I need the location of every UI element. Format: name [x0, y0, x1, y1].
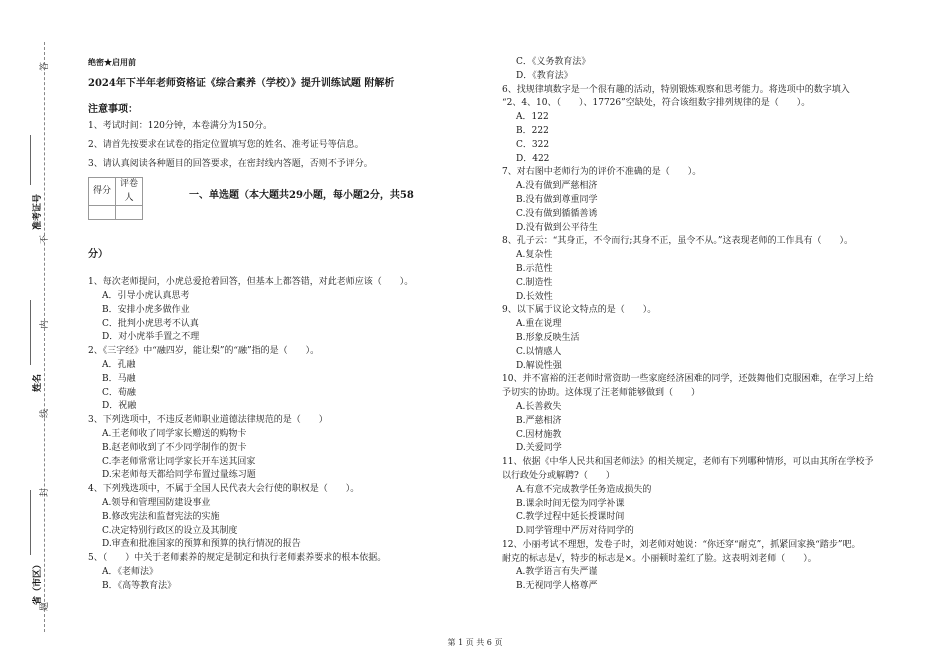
option-item: A．引导小虎认真思考	[102, 290, 190, 301]
option-item: B.严慈相济	[516, 415, 562, 426]
option-item: A.教学语言有失严谨	[516, 567, 598, 578]
question-stem: 12、小丽考试不理想，发卷子时，刘老师对她说：“你还穿“耐克”，抓紧回家换“踏步”吧。	[502, 539, 861, 550]
section-title-tail: 分）	[88, 249, 108, 261]
option-item: D.解说性强	[516, 360, 562, 371]
option-item: D.审查和批准国家的预算和预算的执行情况的报告	[102, 539, 301, 550]
option-item: C．《义务教育法》	[516, 57, 591, 67]
option-item: B．马融	[102, 373, 136, 384]
score-header: 得分	[89, 177, 116, 206]
score-cell	[89, 206, 116, 220]
option-item: C.以情感人	[516, 346, 562, 357]
option-item: A.领导和管理国防建设事业	[102, 497, 211, 508]
question-stem: 4、下列残选项中，不属于全国人民代表大会行使的职权是（ ）。	[88, 484, 360, 495]
option-item: A.重在说理	[516, 319, 562, 330]
question-stem: 11、依据《中华人民共和国老师法》的相关规定，老师有下列哪种情形，可以由其所在学校予	[502, 457, 874, 468]
option-item: D.宋老师每天都给同学布置过量练习题	[102, 470, 256, 481]
province-label: 省（市区）	[33, 559, 43, 605]
grader-cell	[116, 206, 143, 220]
option-item: A.复杂性	[516, 250, 553, 261]
grader-header: 评卷人	[116, 177, 143, 206]
question-stem: 以行政处分或解聘?（ ）	[502, 470, 615, 481]
note-item: 1、考试时间：120分钟，本卷满分为150分。	[88, 121, 273, 132]
option-item: D．对小虎举手置之不理	[102, 332, 200, 343]
question-stem: 9、以下属于议论文特点的是（ ）。	[502, 305, 657, 316]
option-item: C.因材施教	[516, 429, 562, 440]
option-item: B.修改宪法和监督宪法的实施	[102, 511, 220, 522]
seal-mark: 封	[40, 487, 51, 498]
question-stem: 10、并不富裕的汪老师时常资助一些家庭经济困难的同学，还鼓舞他们克服困难，在学习上给	[502, 374, 874, 385]
option-item: A.王老师收了同学家长赠送的购物卡	[102, 428, 247, 439]
question-stem: 5、（ ）中关于老师素养的规定是制定和执行老师素养要求的根本依据。	[88, 553, 387, 564]
page-footer: 第 1 页 共 6 页	[447, 638, 503, 647]
option-item: A.没有做到严慈相济	[516, 181, 598, 192]
exam-number-label: 准考证号	[33, 193, 43, 230]
option-item: C．批判小虎思考不认真	[102, 318, 199, 329]
question-stem: 耐克的标志是√，特步的标志是×。小丽顿时羞红了脸。这表明刘老师（ ）。	[502, 553, 817, 564]
option-item: B.赵老师收到了不少同学制作的贺卡	[102, 442, 247, 453]
option-item: B．222	[516, 125, 549, 136]
option-item: B.无视同学人格尊严	[516, 581, 598, 592]
option-item: B.课余时间无偿为同学补课	[516, 498, 625, 509]
left-question-list	[88, 276, 448, 593]
option-item: C.教学过程中延长授课时间	[516, 512, 625, 523]
seal-mark: 题	[40, 601, 51, 612]
option-item: D.没有做到公平待生	[516, 222, 598, 233]
question-stem: 1、每次老师提问，小虎总爱抢着回答，但基本上都答错，对此老师应该（ ）。	[88, 277, 414, 288]
option-item: A．《老师法》	[102, 566, 158, 577]
option-item: B．《高等教育法》	[102, 580, 177, 591]
option-item: D．422	[516, 153, 550, 164]
left-column	[88, 56, 448, 594]
option-item: C.没有做到循循善诱	[516, 208, 598, 219]
option-item: B.没有做到尊重同学	[516, 194, 598, 205]
note-item: 2、请首先按要求在试卷的指定位置填写您的姓名、准考证号等信息。	[88, 140, 364, 151]
option-item: A.有意不完成教学任务造成损失的	[516, 484, 652, 495]
seal-mark: 答	[40, 61, 51, 72]
score-table	[88, 177, 143, 221]
score-row	[88, 177, 448, 221]
seal-line	[44, 42, 45, 632]
name-label: 姓名	[33, 373, 43, 392]
province-line	[30, 490, 31, 555]
exam-number-line	[30, 135, 31, 185]
option-item: C.李老师常常让同学家长开车送其回家	[102, 456, 256, 467]
note-item: 3、请认真阅读各种题目的回答要求，在密封线内答题，否则不予评分。	[88, 158, 373, 169]
binding-margin	[0, 0, 80, 671]
option-item: C．荀融	[102, 387, 136, 398]
option-item: C．322	[516, 139, 550, 150]
question-stem: 7、对右图中老师行为的评价不准确的是（ ）。	[502, 167, 702, 178]
option-item: C.决定特别行政区的设立及其制度	[102, 525, 238, 536]
question-stem: 予切实的协助。这体现了汪老师能够做到（ ）	[502, 388, 701, 399]
question-stem: 8、孔子云：“其身正，不令而行;其身不正，虽令不从。”这表现老师的工作具有（ ）。	[502, 236, 853, 247]
option-item: D．祝融	[102, 401, 137, 412]
question-stem: 2、《三字经》中“融四岁，能让梨”的“融”指的是（ ）。	[88, 346, 320, 357]
question-stem: 3、下列选项中，不违反老师职业道德法律规范的是（ ）	[88, 415, 328, 426]
name-line	[30, 300, 31, 365]
secret-mark: 绝密★启用前	[88, 57, 136, 67]
notes-title: 注意事项：	[88, 103, 138, 115]
option-item: D．《教育法》	[516, 70, 573, 81]
question-stem: 6、找规律填数字是一个很有趣的活动，特别锻炼观察和思考能力。将选项中的数字填入	[502, 84, 850, 95]
right-question-list	[502, 84, 922, 594]
option-item: A．122	[516, 112, 549, 123]
option-item: B.示范性	[516, 263, 553, 274]
right-column	[502, 56, 922, 594]
page-title: 2024年下半年老师资格证《综合素养（学校）》提升训练试题 附解析	[88, 77, 395, 89]
question-stem: “2、4、10、（ ）、17726”空缺处，符合该组数字排列规律的是（ ）。	[502, 98, 811, 109]
seal-mark: 不	[40, 234, 51, 245]
option-item: D.同学管理中严厉对待同学的	[516, 526, 634, 537]
option-item: A．孔融	[102, 359, 136, 370]
section-title: 一、单选题（本大题共29小题，每小题2分，共58	[189, 189, 414, 201]
option-item: B．安排小虎多做作业	[102, 304, 190, 315]
seal-mark: 线	[40, 408, 51, 419]
option-item: B.形象反映生活	[516, 332, 580, 343]
option-item: C.制造性	[516, 277, 553, 288]
option-item: D.长效性	[516, 291, 553, 302]
option-item: D.关爱同学	[516, 443, 562, 454]
seal-mark: 内	[40, 319, 51, 330]
option-item: A.长善救失	[516, 401, 562, 412]
